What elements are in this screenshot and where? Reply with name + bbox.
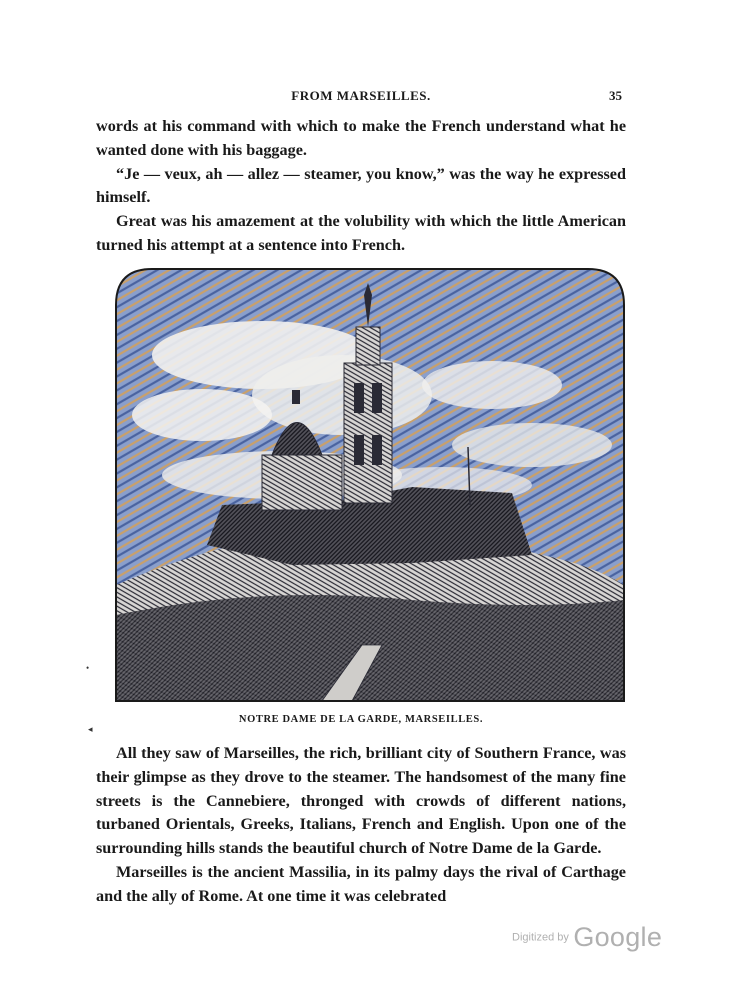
top-text-block: [96, 115, 626, 258]
paragraph-continued: words at his command with which to make the French understand what he wanted done with his baggage.: [96, 117, 626, 159]
bottom-text-block: [96, 742, 626, 909]
paragraph-massilia: Marseilles is the ancient Massilia, in its palmy days the rival of Carthage and the ally of Rome. At one time it was celebrated: [96, 862, 626, 905]
stray-mark: ◂: [88, 724, 93, 734]
google-logo: Google: [573, 922, 663, 952]
paragraph-quote: “Je — veux, ah — allez — steamer, you know,” was the way he expressed himself.: [96, 164, 626, 207]
notre-dame-engraving-icon: [112, 265, 628, 705]
figure-caption: NOTRE DAME DE LA GARDE, MARSEILLES.: [238, 714, 484, 725]
paragraph-marseilles-streets: All they saw of Marseilles, the rich, brilliant city of Southern France, was their glimpse as they drove to the steamer. The handsomest of the many fine streets is the Cannebiere, thronged with crowds of different nations, turbaned Orientals, Greeks, Italians, French and English. Upon one of the surrounding hills stands the beautiful church of Notre Dame de la Garde.: [96, 744, 626, 858]
stray-mark: •: [86, 663, 90, 673]
running-title: FROM MARSEILLES.: [291, 88, 431, 103]
watermark-prefix: Digitized by: [512, 931, 569, 944]
paragraph-amazement: Great was his amazement at the volubility with which the little American turned his attempt at a sentence into French.: [96, 212, 626, 254]
page-number: 35: [609, 88, 622, 103]
engraving-illustration: [112, 265, 628, 705]
running-header: [96, 88, 626, 108]
google-watermark: [512, 922, 672, 956]
